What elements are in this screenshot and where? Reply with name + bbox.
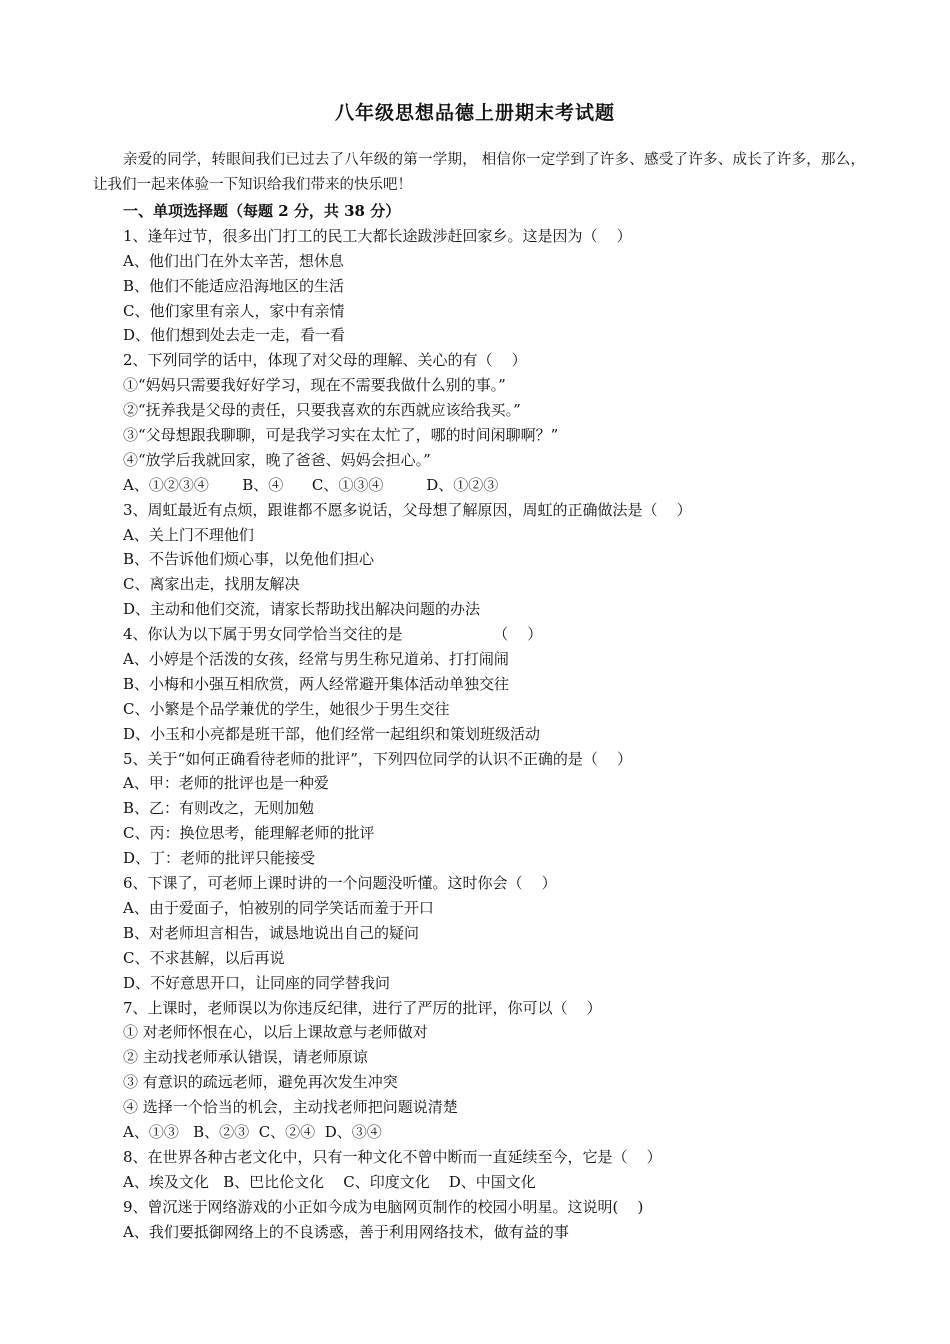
question-line: D、不好意思开口，让同座的同学替我问 bbox=[123, 973, 391, 992]
question-line: A、由于爱面子，怕被别的同学笑话而羞于开口 bbox=[123, 898, 434, 917]
question-line: C、丙：换位思考，能理解老师的批评 bbox=[123, 824, 375, 843]
question-line: ①“妈妈只需要我好好学习，现在不需要我做什么别的事。” bbox=[123, 376, 506, 395]
question-line: ②“抚养我是父母的责任，只要我喜欢的东西就应该给我买。” bbox=[123, 401, 521, 420]
question-line: D、丁：老师的批评只能接受 bbox=[123, 849, 316, 868]
question-line: ③“父母想跟我聊聊，可是我学习实在太忙了，哪的时间闲聊啊？” bbox=[123, 426, 559, 445]
question-line: A、我们要抵御网络上的不良诱惑，善于利用网络技术，做有益的事 bbox=[123, 1222, 569, 1241]
question-line: D、小玉和小亮都是班干部，他们经常一起组织和策划班级活动 bbox=[123, 724, 541, 743]
question-line: 4、你认为以下属于男女同学恰当交往的是 （ ） bbox=[123, 625, 543, 644]
question-line: ④“放学后我就回家，晚了爸爸、妈妈会担心。” bbox=[123, 450, 431, 469]
question-line: C、他们家里有亲人，家中有亲情 bbox=[123, 301, 345, 320]
question-line: B、小梅和小强互相欣赏，两人经常避开集体活动单独交往 bbox=[123, 674, 510, 693]
question-line: 1、逢年过节，很多出门打工的民工大都长途跋涉赶回家乡。这是因为（ ） bbox=[123, 226, 632, 245]
question-line: A、①③ B、②③ C、②④ D、③④ bbox=[123, 1122, 382, 1141]
question-line: D、主动和他们交流，请家长帮助找出解决问题的办法 bbox=[123, 600, 481, 619]
question-line: B、不告诉他们烦心事，以免他们担心 bbox=[123, 550, 375, 569]
question-line: A、甲：老师的批评也是一种爱 bbox=[123, 774, 329, 793]
question-line: C、离家出走，找朋友解决 bbox=[123, 575, 300, 594]
question-line: A、埃及文化 B、巴比伦文化 C、印度文化 D、中国文化 bbox=[123, 1172, 536, 1191]
question-line: 2、下列同学的话中，体现了对父母的理解、关心的有（ ） bbox=[123, 351, 527, 370]
question-line: 6、下课了，可老师上课时讲的一个问题没听懂。这时你会（ ） bbox=[123, 874, 557, 893]
intro-paragraph: 亲爱的同学，转眼间我们已过去了八年级的第一学期， 相信你一定学到了许多、感受了许多、成长了许多，那么，让我们一起来体验一下知识给我们带来的快乐吧！ bbox=[93, 152, 865, 193]
question-line: C、小繁是个品学兼优的学生，她很少于男生交往 bbox=[123, 699, 450, 718]
question-line: ① 对老师怀恨在心，以后上课故意与老师做对 bbox=[123, 1023, 428, 1042]
page-title: 八年级思想品德上册期末考试题 bbox=[334, 102, 615, 124]
section-heading: 一、单项选择题（每题 2 分，共 38 分） bbox=[123, 202, 401, 220]
question-line: A、他们出门在外太辛苦，想休息 bbox=[123, 251, 344, 270]
question-line: 3、周虹最近有点烦，跟谁都不愿多说话，父母想了解原因，周虹的正确做法是（ ） bbox=[123, 500, 692, 519]
question-line: A、关上门不理他们 bbox=[123, 525, 254, 544]
question-line: 9、曾沉迷于网络游戏的小正如今成为电脑网页制作的校园小明星。这说明( ) bbox=[123, 1197, 644, 1216]
question-line: B、乙：有则改之，无则加勉 bbox=[123, 799, 315, 818]
question-line: ② 主动找老师承认错误，请老师原谅 bbox=[123, 1048, 368, 1067]
question-line: D、他们想到处去走一走，看一看 bbox=[123, 326, 346, 345]
question-line: ③ 有意识的疏远老师，避免再次发生冲突 bbox=[123, 1073, 398, 1092]
question-line: 8、在世界各种古老文化中，只有一种文化不曾中断而一直延续至今，它是（ ） bbox=[123, 1147, 662, 1166]
question-line: A、小婷是个活泼的女孩，经常与男生称兄道弟、打打闹闹 bbox=[123, 650, 509, 669]
question-line: 7、上课时，老师误以为你违反纪律，进行了严厉的批评，你可以（ ） bbox=[123, 998, 602, 1017]
question-line: ④ 选择一个恰当的机会，主动找老师把问题说清楚 bbox=[123, 1098, 458, 1117]
question-line: B、他们不能适应沿海地区的生活 bbox=[123, 276, 345, 295]
question-line: C、不求甚解，以后再说 bbox=[123, 948, 285, 967]
question-line: B、对老师坦言相告，诚恳地说出自己的疑问 bbox=[123, 923, 420, 942]
question-line: 5、关于“如何正确看待老师的批评”，下列四位同学的认识不正确的是（ ） bbox=[123, 749, 632, 768]
question-line: A、①②③④ B、④ C、①③④ D、①②③ bbox=[123, 475, 499, 494]
question-list bbox=[123, 199, 883, 1244]
